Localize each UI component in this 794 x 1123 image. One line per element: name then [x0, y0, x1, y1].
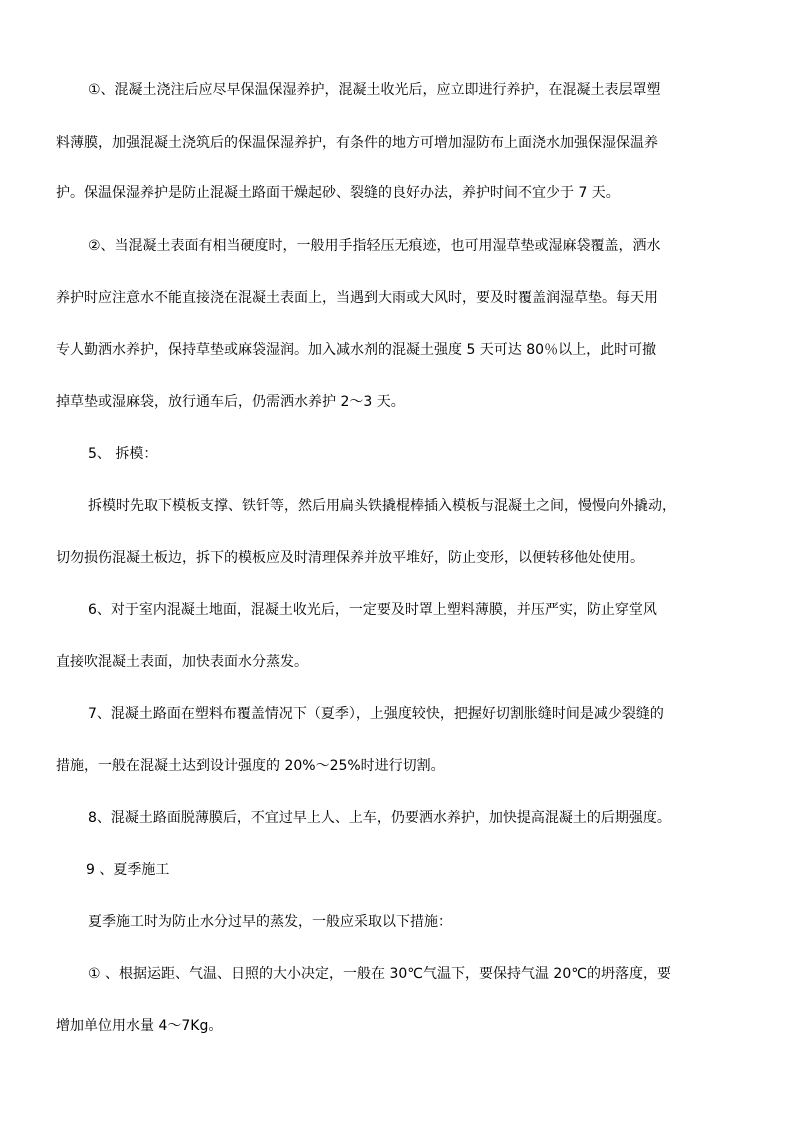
paragraph-8-line-1: 8、混凝土路面脱薄膜后，不宜过早上人、上车，仍要洒水养护，加快提高混凝土的后期强度。 [88, 810, 671, 826]
paragraph-1-line-1: ①、混凝土浇注后应尽早保温保湿养护，混凝土收光后，应立即进行养护，在混凝土表层罩塑 [88, 82, 661, 98]
paragraph-2-line-3: 专人勤洒水养护，保持草垫或麻袋湿润。加入减水剂的混凝土强度 5 天可达 80％以上，此时可撤 [56, 342, 657, 358]
paragraph-10-line-1: ① 、根据运距、气温、日照的大小决定，一般在 30℃气温下，要保持气温 20℃的坍落度，要 [88, 966, 671, 982]
section-9-heading: 9 、夏季施工 [86, 862, 170, 878]
paragraph-4-line-2: 切勿损伤混凝土板边，拆下的模板应及时清理保养并放平堆好，防止变形，以便转移他处使用。 [56, 550, 644, 566]
paragraph-4-line-1: 拆模时先取下模板支撑、铁钎等，然后用扁头铁撬棍棒插入模板与混凝土之间，慢慢向外撬动， [88, 498, 676, 514]
paragraph-1-line-2: 料薄膜，加强混凝土浇筑后的保温保湿养护，有条件的地方可增加湿防布上面浇水加强保湿保温养 [56, 135, 658, 151]
paragraph-1-line-3: 护。保温保湿养护是防止混凝土路面干燥起砂、裂缝的良好办法，养护时间不宜少于 7 天。 [56, 185, 620, 201]
paragraph-10-line-2: 增加单位用水量 4～7Kg。 [56, 1018, 223, 1034]
paragraph-2-line-2: 养护时应注意水不能直接浇在混凝土表面上，当遇到大雨或大风时，要及时覆盖润湿草垫。每天用 [56, 290, 658, 306]
paragraph-2-line-1: ②、当混凝土表面有相当硬度时，一般用手指轻压无痕迹，也可用湿草垫或湿麻袋覆盖，洒水 [88, 238, 661, 254]
paragraph-7-line-2: 措施，一般在混凝土达到设计强度的 20%～25%时进行切割。 [56, 758, 445, 774]
section-5-heading: 5、 拆模： [88, 446, 158, 462]
paragraph-7-line-1: 7、混凝土路面在塑料布覆盖情况下（夏季），上强度较快，把握好切割胀缝时间是减少裂缝的 [88, 706, 664, 722]
paragraph-6-line-1: 6、对于室内混凝土地面，混凝土收光后，一定要及时罩上塑料薄膜，并压严实，防止穿堂风 [88, 602, 657, 618]
paragraph-6-line-2: 直接吹混凝土表面，加快表面水分蒸发。 [56, 654, 308, 670]
paragraph-2-line-4: 掉草垫或湿麻袋，放行通车后，仍需洒水养护 2～3 天。 [56, 394, 405, 410]
paragraph-9-line-1: 夏季施工时为防止水分过早的蒸发，一般应采取以下措施： [88, 914, 452, 930]
